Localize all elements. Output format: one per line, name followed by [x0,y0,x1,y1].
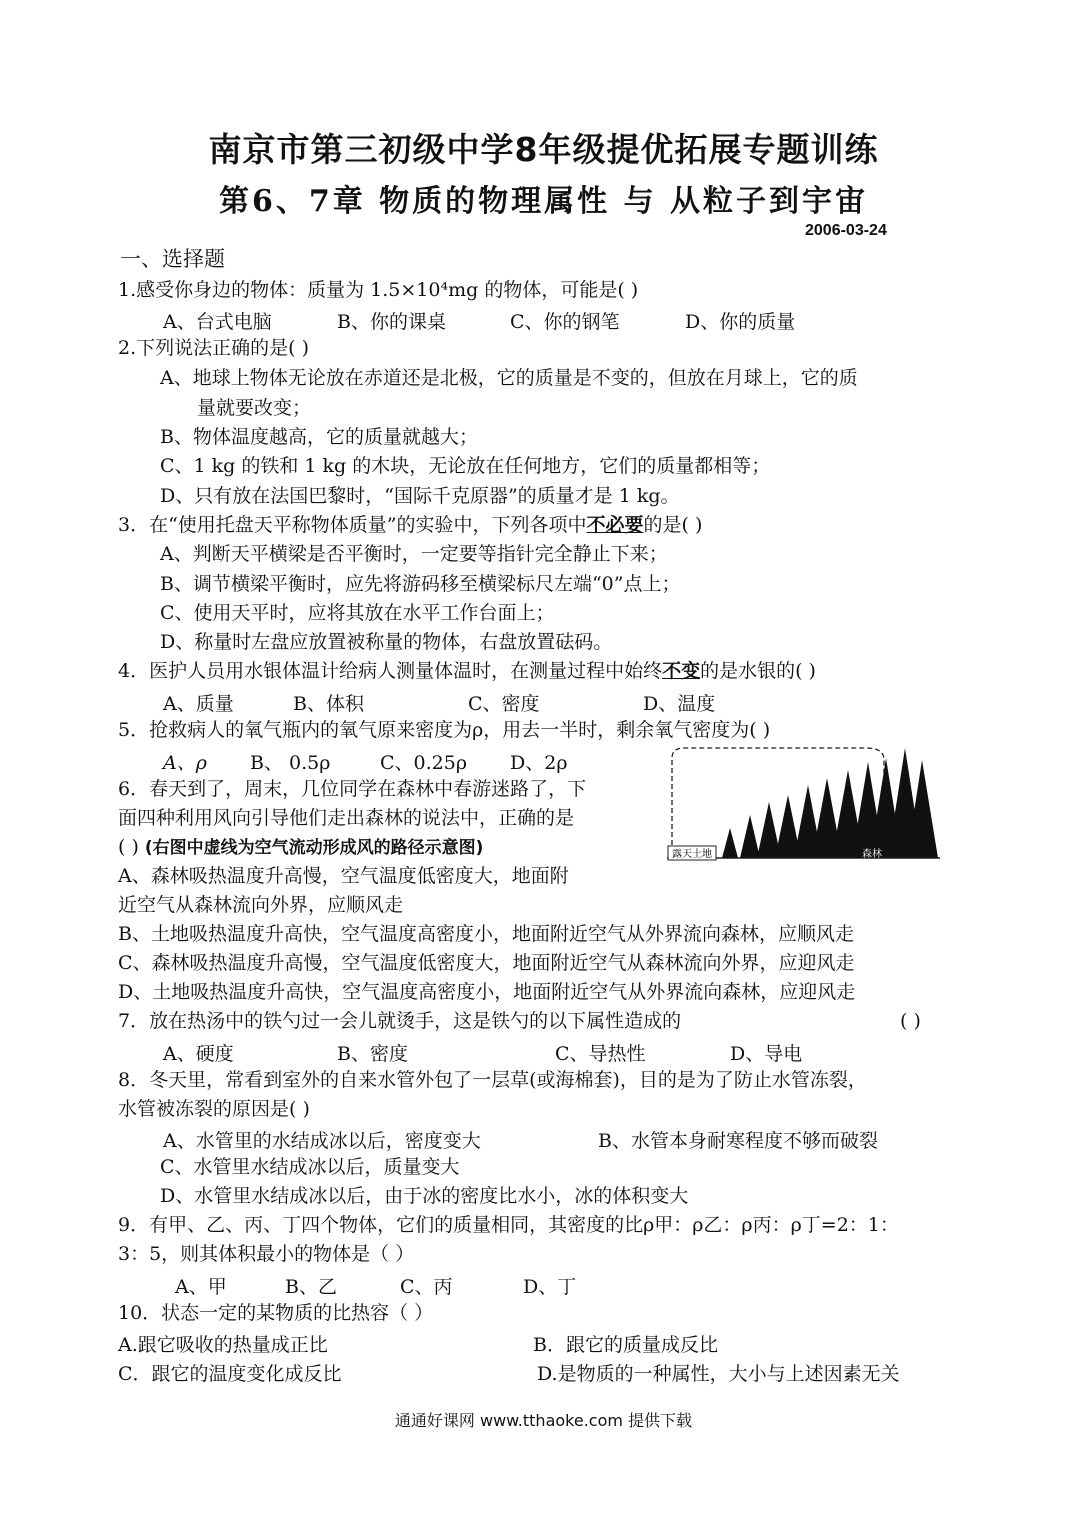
q1-option-a: A、台式电脑 [163,311,272,333]
question-5-stem: 5．抢救病人的氧气瓶内的氧气原来密度为ρ，用去一半时，剩余氧气密度为( ) [118,719,771,741]
q3-option-b: B、调节横梁平衡时，应先将游码移至横梁标尺左端“0”点上； [160,573,681,595]
q1-option-d: D、你的质量 [685,311,796,333]
q3-stem-post: 的是( ) [643,514,703,536]
question-4-stem [118,659,816,683]
exam-subtitle: 第6、7章 物质的物理属性 与 从粒子到宇宙 [218,184,869,219]
q5-option-d: D、2ρ [510,752,568,774]
exam-title: 南京市第三初级中学8年级提优拓展专题训练 [208,130,879,169]
question-10-stem: 10．状态一定的某物质的比热容（ ） [118,1302,434,1324]
q6-option-b: B、土地吸热温度升高快，空气温度高密度小，地面附近空气从外界流向森林，应顺风走 [118,923,854,945]
q9-option-c: C、丙 [400,1276,453,1298]
q5-option-c: C、0.25ρ [380,752,468,774]
footer-source: 通通好课网 www.tthaoke.com 提供下载 [394,1411,693,1430]
q4-option-a: A、质量 [163,693,234,715]
q8-option-c: C、水管里水结成冰以后，质量变大 [160,1156,460,1178]
q8-option-d: D、水管里水结成冰以后，由于冰的密度比水小，冰的体积变大 [160,1185,689,1207]
q4-option-d: D、温度 [643,693,716,715]
q3-emphasis: 不必要 [586,514,644,536]
q9-option-b: B、乙 [285,1276,337,1298]
question-1-stem: 1.感受你身边的物体：质量为 1.5×10⁴mg 的物体，可能是( ) [118,279,639,301]
q6-figure-note: (右图中虚线为空气流动形成风的路径示意图) [144,838,484,858]
q8-option-a: A、水管里的水结成冰以后，密度变大 [163,1130,481,1152]
forest-wind-figure [662,740,942,870]
q4-option-c: C、密度 [468,693,540,715]
q4-option-b: B、体积 [293,693,364,715]
q7-option-b: B、密度 [337,1043,408,1065]
q10-option-b: B．跟它的质量成反比 [533,1334,718,1356]
q6-option-d: D、土地吸热温度升高快，空气温度高密度小，地面附近空气从外界流向森林，应迎风走 [118,981,856,1003]
exam-date: 2006-03-24 [805,222,887,239]
q6-paren: ( ) [118,836,145,858]
q2-option-a: A、地球上物体无论放在赤道还是北极，它的质量是不变的，但放在月球上，它的质 [160,367,858,389]
question-8-line-1: 8．冬天里，常看到室外的自来水管外包了一层草(或海棉套)，目的是为了防止水管冻裂， [118,1069,867,1091]
q3-option-c: C、使用天平时，应将其放在水平工作台面上； [160,602,555,624]
q10-option-a: A.跟它吸收的热量成正比 [118,1334,328,1356]
q5-option-b: B、 0.5ρ [250,752,331,774]
question-2-stem: 2.下列说法正确的是( ) [118,337,309,359]
q2-option-c: C、1 kg 的铁和 1 kg 的木块，无论放在任何地方，它们的质量都相等； [160,455,771,477]
q4-stem-post: 的是水银的( ) [700,660,816,682]
question-8-line-2: 水管被冻裂的原因是( ) [118,1098,310,1120]
q2-option-a-cont: 量就要改变； [197,397,312,419]
q6-option-a: A、森林吸热温度升高慢，空气温度低密度大，地面附 [118,865,569,887]
q3-option-a: A、判断天平横梁是否平衡时，一定要等指针完全静止下来； [160,543,668,565]
forest-label: 森林 [862,849,882,860]
q1-option-c: C、你的钢笔 [510,311,620,333]
question-9-line-2: 3：5，则其体积最小的物体是（ ） [118,1243,415,1265]
q9-option-d: D、丁 [523,1276,577,1298]
q6-option-a-cont: 近空气从森林流向外界，应顺风走 [118,894,404,916]
q3-stem-pre: 3．在“使用托盘天平称物体质量”的实验中，下列各项中 [118,514,587,536]
q2-option-d: D、只有放在法国巴黎时，“国际千克原器”的质量才是 1 kg。 [160,485,680,507]
q7-option-d: D、导电 [730,1043,803,1065]
section-heading: 一、选择题 [120,247,225,271]
question-6-line-2: 面四种利用风向引导他们走出森林的说法中，正确的是 [118,807,575,829]
question-3-stem [118,513,702,537]
q8-option-b: B、水管本身耐寒程度不够而破裂 [598,1130,878,1152]
q10-option-d: D.是物质的一种属性，大小与上述因素无关 [537,1363,900,1385]
pine-trees [722,748,938,858]
q6-option-c: C、森林吸热温度升高慢，空气温度低密度大，地面附近空气从森林流向外界，应迎风走 [118,952,855,974]
q2-option-b: B、物体温度越高，它的质量就越大； [160,426,478,448]
question-6-line-3 [118,835,483,860]
question-9-line-1: 9．有甲、乙、丙、丁四个物体，它们的质量相同，其密度的比ρ甲：ρ乙：ρ丙：ρ丁=2：1： [118,1214,899,1236]
q4-emphasis: 不变 [662,660,701,682]
q9-option-a: A、甲 [175,1276,227,1298]
q1-option-b: B、你的课桌 [337,311,446,333]
land-label: 露天土地 [672,849,712,860]
q3-option-d: D、称量时左盘应放置被称量的物体，右盘放置砝码。 [160,631,613,653]
q7-option-a: A、硬度 [163,1043,234,1065]
question-6-line-1: 6．春天到了，周末，几位同学在森林中春游迷路了，下 [118,778,587,800]
q7-option-c: C、导热性 [555,1043,646,1065]
q4-stem-pre: 4．医护人员用水银体温计给病人测量体温时，在测量过程中始终 [118,660,663,682]
question-7-stem: 7．放在热汤中的铁勺过一会儿就烫手，这是铁勺的以下属性造成的 [118,1010,682,1032]
q10-option-c: C．跟它的温度变化成反比 [118,1363,342,1385]
q7-answer-paren: ( ) [900,1010,921,1032]
q5-option-a: A、ρ [163,752,207,774]
